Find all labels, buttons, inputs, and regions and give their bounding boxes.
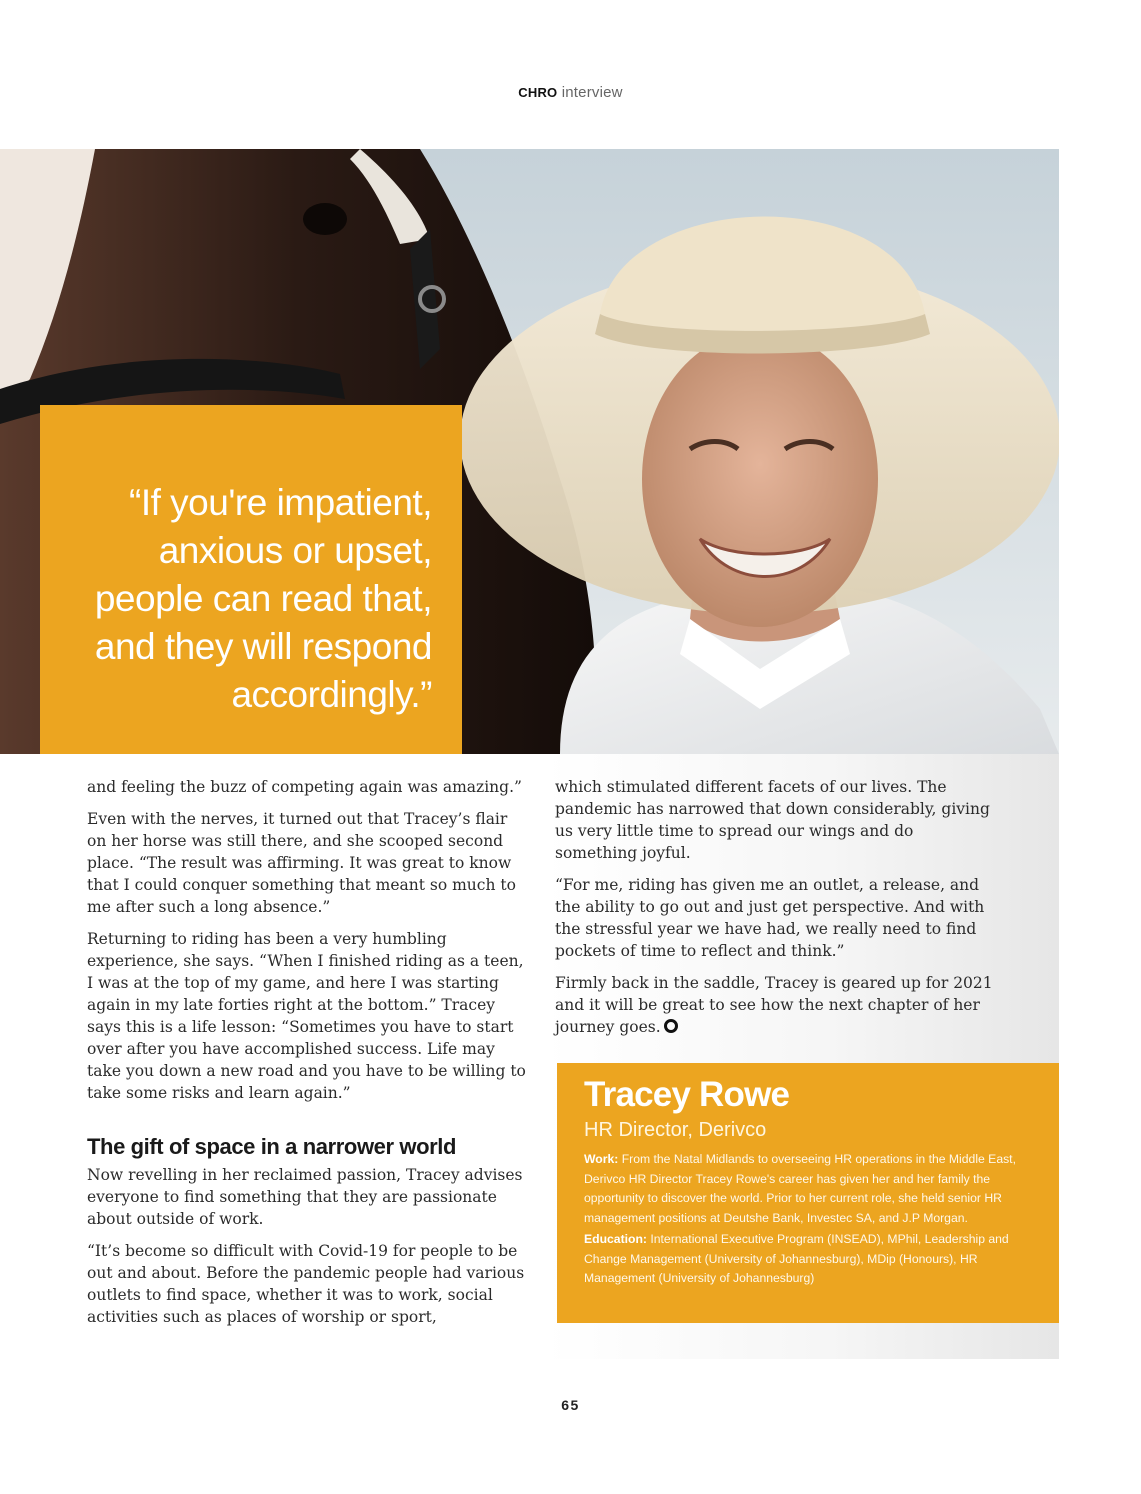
article-column-right (555, 776, 995, 1048)
body-paragraph: Now revelling in her reclaimed passion, Tracey advises everyone to find something that they are passionate about outside of work. (87, 1166, 523, 1228)
profile-work (584, 1150, 1031, 1228)
pull-quote (40, 405, 462, 754)
page-number: 65 (561, 1397, 580, 1413)
education-label: Education: (584, 1232, 647, 1246)
section-label: CHRO (518, 85, 558, 100)
end-of-article-icon (664, 1019, 678, 1033)
profile-role: HR Director, Derivco (584, 1119, 767, 1141)
body-paragraph: Returning to riding has been a very humbling experience, she says. “When I finished riding as a teen, I was at the top of my game, and here I was starting again in my late forties right at the bottom.” Tracey says this is a life lesson: “Sometimes you have to start over after you have accomplished success. Life may take you down a new road and you have to be willing to take some risks and learn again.” (87, 930, 526, 1102)
education-text: International Executive Program (INSEAD), MPhil, Leadership and Change Management (University of Johannesburg), MDip (Honours), HR Management (University of Johannesburg) (584, 1232, 1009, 1285)
body-paragraph: Even with the nerves, it turned out that Tracey’s flair on her horse was still there, and she scooped second place. “The result was affirming. It was great to know that I could conquer something that meant so much to me after such a long absence.” (87, 810, 516, 916)
body-paragraph: “For me, riding has given me an outlet, a release, and the ability to go out and just get perspective. And with the stressful year we have had, we really need to find pockets of time to reflect and think.” (555, 876, 985, 960)
pull-quote-line: and they will respond (94, 626, 432, 667)
article-column-left (87, 776, 529, 1338)
pull-quote-line: anxious or upset, (158, 530, 432, 571)
pull-quote-line: people can read that, (94, 578, 432, 619)
final-paragraph-text: Firmly back in the saddle, Tracey is geared up for 2021 and it will be great to see how the next chapter of her journey goes. (555, 974, 993, 1036)
profile-education (584, 1230, 1031, 1289)
section-sublabel: interview (561, 84, 623, 101)
pull-quote-line: “If you're impatient, (129, 482, 432, 523)
pull-quote-line: accordingly.” (231, 674, 432, 715)
body-paragraph: and feeling the buzz of competing again was amazing.” (87, 778, 522, 796)
profile-box (557, 1063, 1059, 1323)
body-paragraph: “It’s become so difficult with Covid-19 for people to be out and about. Before the pandemic people had various outlets to find space, whether it was to work, social activities such as places of worship or sport, (87, 1242, 525, 1326)
profile-name: Tracey Rowe (584, 1075, 790, 1114)
body-paragraph: which stimulated different facets of our lives. The pandemic has narrowed that down considerably, giving us very little time to spread our wings and do something joyful. (555, 778, 990, 862)
body-paragraph-final (555, 972, 995, 1038)
page-header (0, 84, 1141, 101)
section-subheading: The gift of space in a narrower world (87, 1134, 457, 1159)
work-text: From the Natal Midlands to overseeing HR operations in the Middle East, Derivco HR Director Tracey Rowe's career has given her and her family the opportunity to discover the world. Prior to her current role, she held senior HR management positions at Deutshe Bank, Investec SA, and J.P Morgan. (584, 1152, 1016, 1225)
work-label: Work: (584, 1152, 619, 1166)
